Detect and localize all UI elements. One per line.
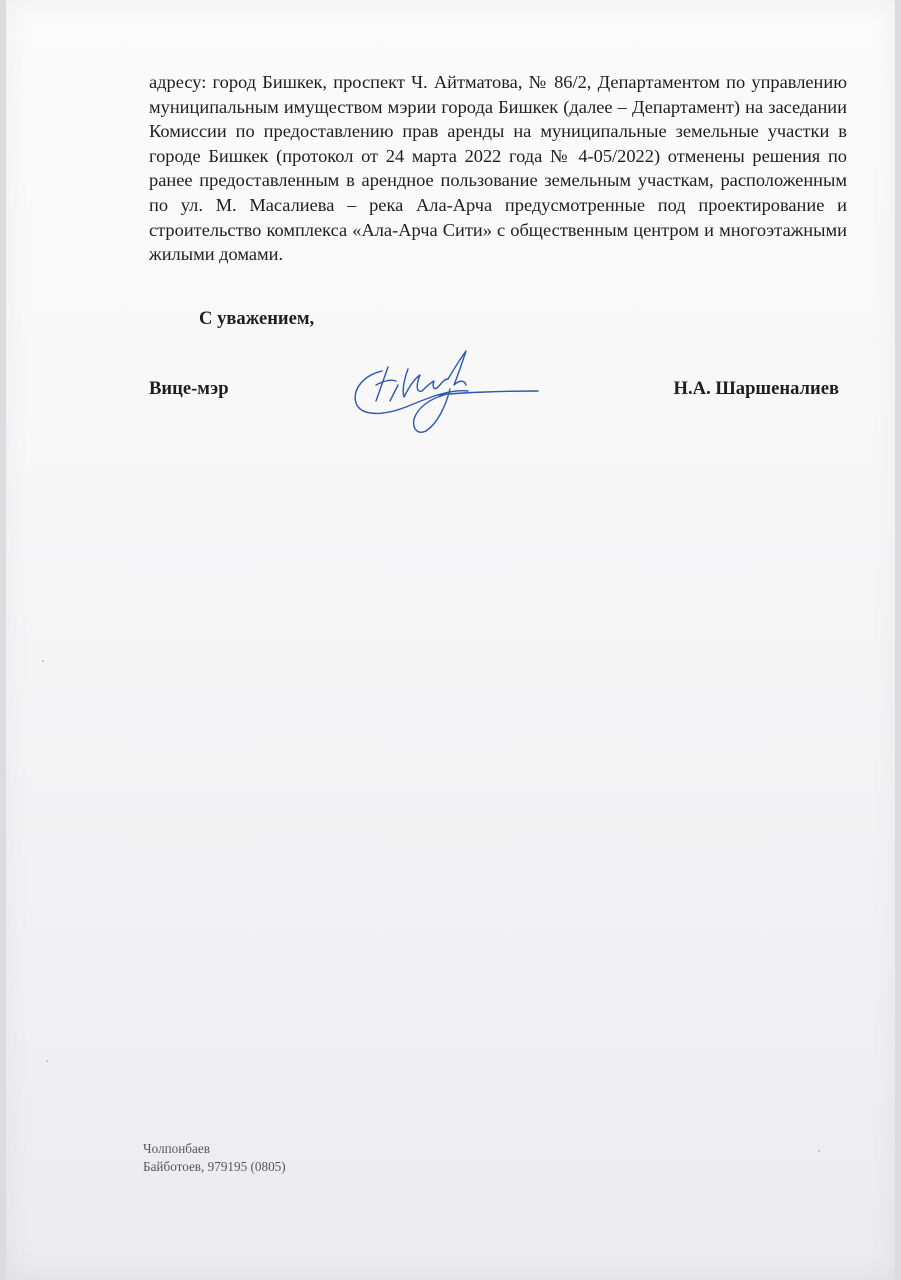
paper-speck	[46, 1060, 48, 1062]
signer-position: Вице-мэр	[149, 378, 229, 399]
paper-speck	[818, 1150, 820, 1152]
document-page	[6, 0, 895, 1280]
letter-body-text: адресу: город Бишкек, проспект Ч. Айтматова, № 86/2, Департаментом по управлению муниципальным имуществом мэрии города Бишкек (далее – Департамент) на заседании Комиссии по предоставлению прав аренды на муниципальные земельные участки в городе Бишкек (протокол от 24 марта 2022 года № 4-05/2022) отменены решения по ранее предоставленным в арендное пользование земельным участкам, расположенным по ул. М. Масалиева – река Ала-Арча предусмотренные под проектирование и строительство комплекса «Ала-Арча Сити» с общественным центром и многоэтажными жилыми домами.	[149, 72, 847, 265]
signer-name: Н.А. Шаршеналиев	[673, 378, 839, 399]
handwritten-signature	[346, 345, 546, 440]
paper-speck	[42, 660, 44, 662]
footer-author: Чолпонбаев	[143, 1141, 210, 1156]
footer-contact: Байботоев, 979195 (0805)	[143, 1159, 286, 1174]
footer-executor-info	[143, 1140, 286, 1176]
closing-salutation: С уважением,	[199, 308, 315, 329]
